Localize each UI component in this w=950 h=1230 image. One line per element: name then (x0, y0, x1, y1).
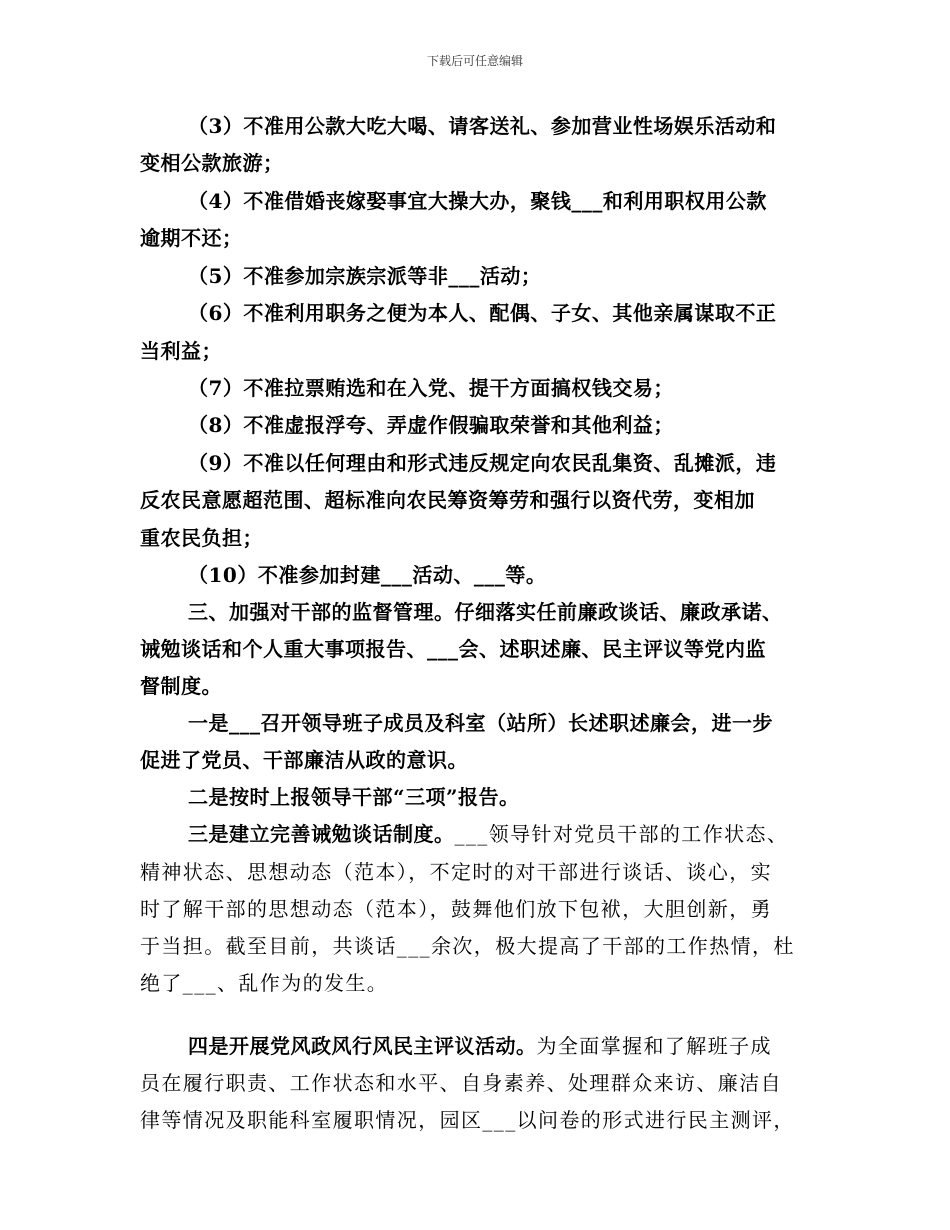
text-line (188, 1029, 772, 1063)
text-line: （5）不准参加宗族宗派等非___活动； (188, 264, 542, 288)
text-line: 反农民意愿超范围、超标准向农民筹资筹劳和强行以资代劳，变相加 (140, 488, 755, 512)
text-line: 时了解干部的思想动态（范本），鼓舞他们放下包袱，大胆创新，勇 (140, 897, 772, 921)
page-header-note: 下载后可任意编辑 (426, 54, 523, 68)
text-line: 于当担。截至目前，共谈话___余次，极大提高了干部的工作热情，杜 (140, 934, 795, 958)
text-line: 绝了___、乱作为的发生。 (140, 971, 389, 995)
text-line: 一是___召开领导班子成员及科室（站所）长述职述廉会，进一步 (188, 711, 773, 735)
text-line: 精神状态、思想动态（范本），不定时的对干部进行谈话、谈心，实 (140, 860, 772, 884)
text-line: 诫勉谈话和个人重大事项报告、___会、述职述廉、民主评议等党内监 (140, 637, 766, 661)
text-line: （3）不准用公款大吃大喝、请客送礼、参加营业性场娱乐活动和 (188, 114, 777, 138)
text-line: （6）不准利用职务之便为本人、配偶、子女、其他亲属谋取不正 (188, 301, 777, 325)
text-line: 重农民负担； (140, 526, 263, 550)
text-line: 当利益； (140, 339, 222, 363)
paragraph-text: ___领导针对党员干部的工作状态、 (454, 822, 789, 846)
text-line: 督制度。 (140, 674, 222, 698)
text-line: 三、加强对干部的监督管理。仔细落实任前廉政谈话、廉政承诺、 (188, 600, 783, 624)
text-line: （10）不准参加封建___活动、___等。 (188, 563, 547, 587)
text-line: 促进了党员、干部廉洁从政的意识。 (140, 748, 468, 772)
paragraph-lead: 四是开展党风政风行风民主评议活动。 (188, 1034, 537, 1058)
paragraph-text: 为全面掌握和了解班子成 (536, 1034, 772, 1058)
text-line: 二是按时上报领导干部“三项”报告。 (188, 785, 520, 809)
text-line: 变相公款旅游； (140, 151, 284, 175)
text-line: 员在履行职责、工作状态和水平、自身素养、处理群众来访、廉洁自 (140, 1071, 782, 1095)
paragraph-lead: 三是建立完善诫勉谈话制度。 (188, 822, 455, 846)
text-line: （8）不准虚报浮夸、弄虚作假骗取荣誉和其他利益； (188, 413, 674, 437)
text-line: （9）不准以任何理由和形式违反规定向农民乱集资、乱摊派，违 (188, 451, 777, 475)
text-line: 逾期不还； (140, 226, 243, 250)
text-line: 律等情况及职能科室履职情况，园区___以问卷的形式进行民主测评， (140, 1108, 795, 1132)
text-line: （7）不准拉票贿选和在入党、提干方面搞权钱交易； (188, 376, 674, 400)
text-line: （4）不准借婚丧嫁娶事宜大操大办，聚钱___和利用职权用公款 (188, 189, 767, 213)
text-line (188, 817, 788, 851)
